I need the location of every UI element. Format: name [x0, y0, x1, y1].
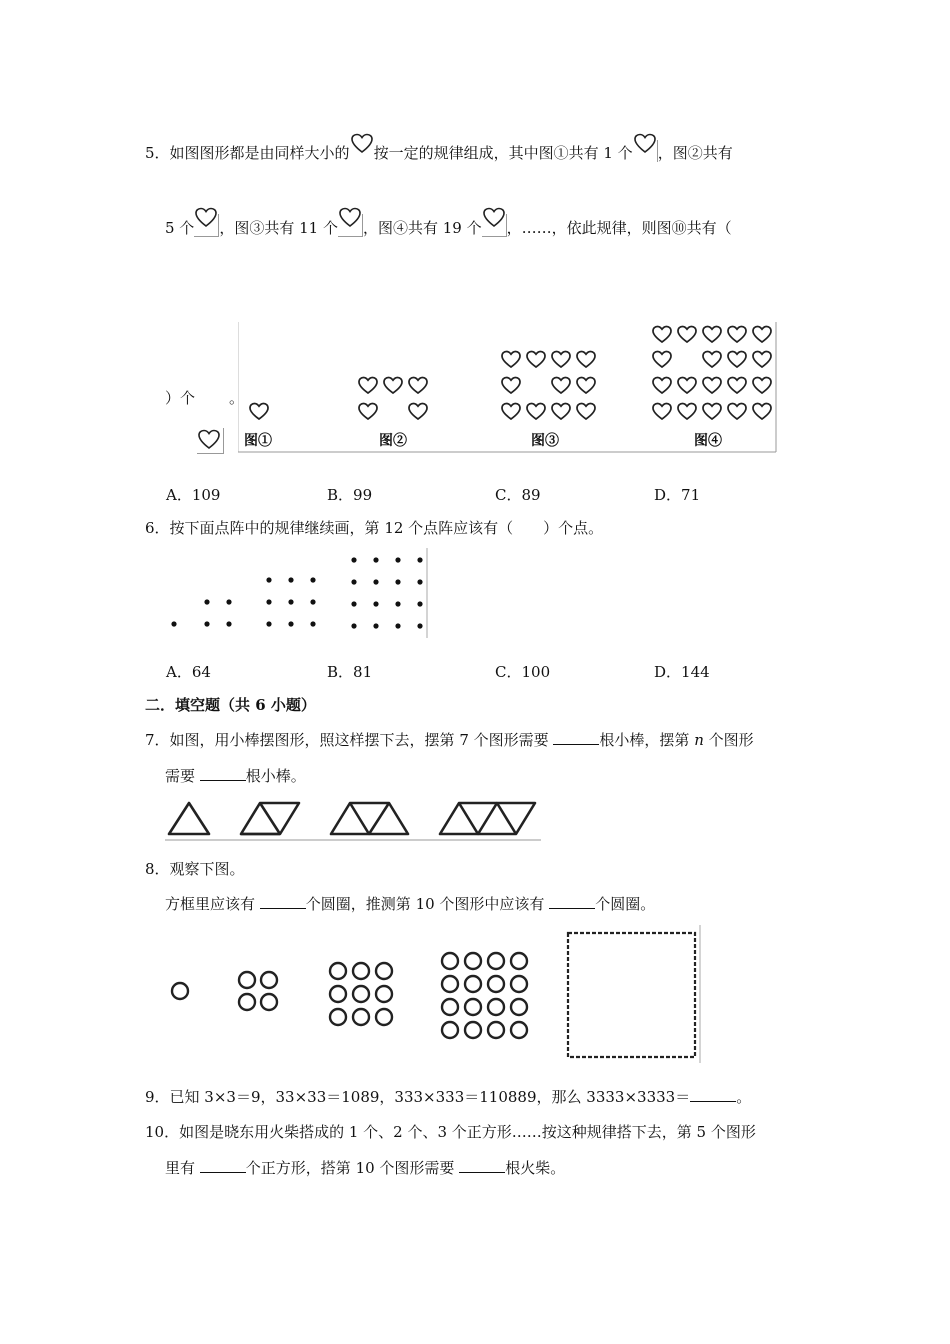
q6-option-a[interactable]: A．64 — [166, 663, 211, 681]
q6-stem: 6．按下面点阵中的规律继续画，第 12 个点阵应该有（ ）个点。 — [145, 519, 604, 537]
q9-answer-blank[interactable] — [690, 1087, 736, 1102]
q7-line1: 7．如图，用小棒摆图形，照这样摆下去，摆第 7 个图形需要 根小棒，摆第 n 个图形 — [145, 731, 754, 749]
q7-answer-blank-2[interactable] — [200, 766, 246, 781]
q8-line1: 8．观察下图。 — [145, 860, 245, 878]
dot-matrix-svg — [165, 548, 429, 640]
circle-pattern-figure — [165, 925, 703, 1065]
q5-line2: 5 个 ，图③共有 11 个 ，图④共有 19 个 ，……，依此规律，则图⑩共有（ — [165, 214, 732, 238]
q5-option-d[interactable]: D．71 — [654, 486, 701, 504]
q6-option-d[interactable]: D．144 — [654, 663, 710, 681]
q6-option-c[interactable]: C．100 — [495, 663, 551, 681]
section-title: 二．填空题（共 6 小题） — [145, 696, 316, 714]
heart-icon — [197, 428, 224, 454]
q10-answer-blank-2[interactable] — [459, 1158, 505, 1173]
heart-icon — [350, 140, 374, 162]
circle-pattern-svg — [165, 925, 703, 1065]
q8-answer-blank-1[interactable] — [260, 894, 306, 909]
stick-triangles-figure — [165, 798, 543, 842]
heart-icon — [338, 214, 363, 237]
q5-option-c[interactable]: C．89 — [495, 486, 541, 504]
q5-line1: 5．如图图形都是由同样大小的 按一定的规律组成，其中图①共有 1 个 ，图②共有 — [145, 140, 733, 163]
q8-line2: 方框里应该有 个圆圈，推测第 10 个图形中应该有 个圆圈。 — [165, 895, 656, 913]
figure-label-3: 图③ — [531, 433, 559, 449]
q5-line3: ）个 。 — [165, 389, 245, 407]
figure-label-2: 图② — [379, 433, 407, 449]
heart-pattern-figure — [238, 322, 778, 454]
q5-option-a[interactable]: A．109 — [166, 486, 221, 504]
heart-icon — [633, 140, 658, 162]
q10-answer-blank-1[interactable] — [200, 1158, 246, 1173]
q10-line1: 10．如图是晓东用火柴搭成的 1 个、2 个、3 个正方形……按这种规律搭下去，第 5 个图形 — [145, 1123, 756, 1141]
dot-matrix-figure — [165, 548, 429, 640]
figure-label-4: 图④ — [694, 433, 722, 449]
q5-option-b[interactable]: B．99 — [327, 486, 373, 504]
q7-answer-blank-1[interactable] — [553, 730, 599, 745]
heart-icon — [194, 214, 219, 237]
q9-stem: 9．已知 3×3＝9，33×33＝1089，333×333＝110889，那么 3333×3333＝ 。 — [145, 1088, 752, 1106]
q10-line2: 里有 个正方形，搭第 10 个图形需要 根火柴。 — [165, 1159, 566, 1177]
q7-line2: 需要 根小棒。 — [165, 767, 306, 785]
figure-label-1: 图① — [244, 433, 272, 449]
stick-triangles-svg — [165, 798, 543, 842]
heart-icon — [482, 214, 507, 237]
q6-option-b[interactable]: B．81 — [327, 663, 373, 681]
q8-answer-blank-2[interactable] — [549, 894, 595, 909]
